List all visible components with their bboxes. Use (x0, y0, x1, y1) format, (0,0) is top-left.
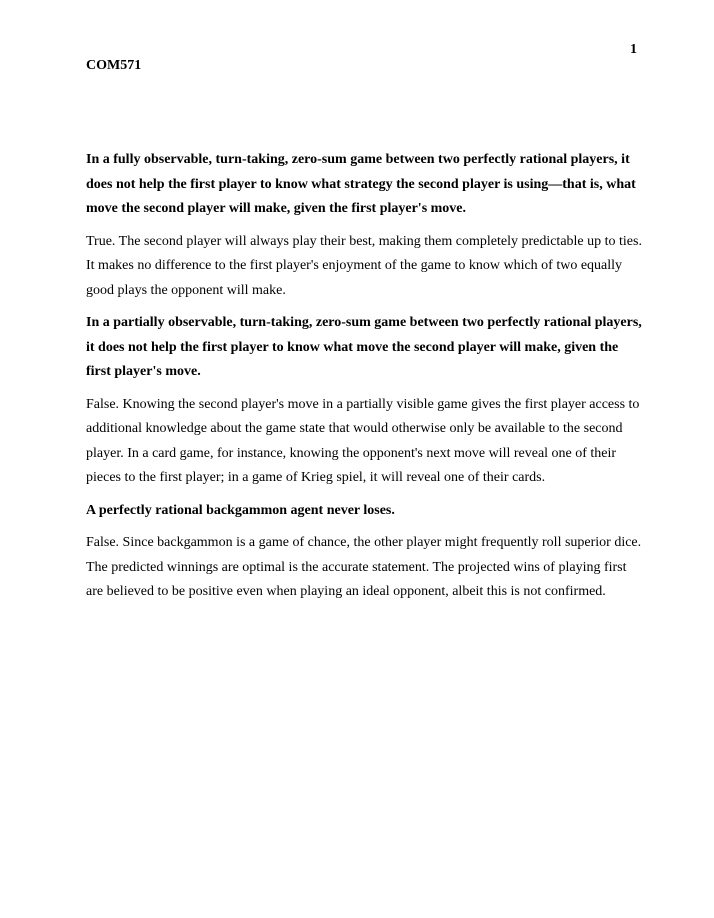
document-body (86, 148, 642, 613)
page-number: 1 (630, 42, 637, 57)
running-head: COM571 (86, 58, 142, 73)
answer-1: True. The second player will always play their best, making them completely predictable up to ties. It makes no difference to the first player's enjoyment of the game to know which of two equally good plays the opponent will make. (86, 233, 642, 298)
question-2: In a partially observable, turn-taking, zero-sum game between two perfectly rational players, it does not help the first player to know what move the second player will make, given the first player's move. (86, 315, 642, 379)
answer-2: False. Knowing the second player's move in a partially visible game gives the first player access to additional knowledge about the game state that would otherwise only be available to the second player. In a card game, for instance, knowing the opponent's next move will reveal one of their pieces to the first player; in a game of Krieg spiel, it will reveal one of their cards. (86, 396, 640, 485)
question-1: In a fully observable, turn-taking, zero-sum game between two perfectly rational players, it does not help the first player to know what strategy the second player is using—that is, what move the second player will make, given the first player's move. (86, 152, 636, 216)
question-3: A perfectly rational backgammon agent never loses. (86, 502, 395, 518)
answer-3: False. Since backgammon is a game of chance, the other player might frequently roll superior dice. The predicted winnings are optimal is the accurate statement. The projected wins of playing first are believed to be positive even when playing an ideal opponent, albeit this is not confirmed. (86, 535, 642, 599)
